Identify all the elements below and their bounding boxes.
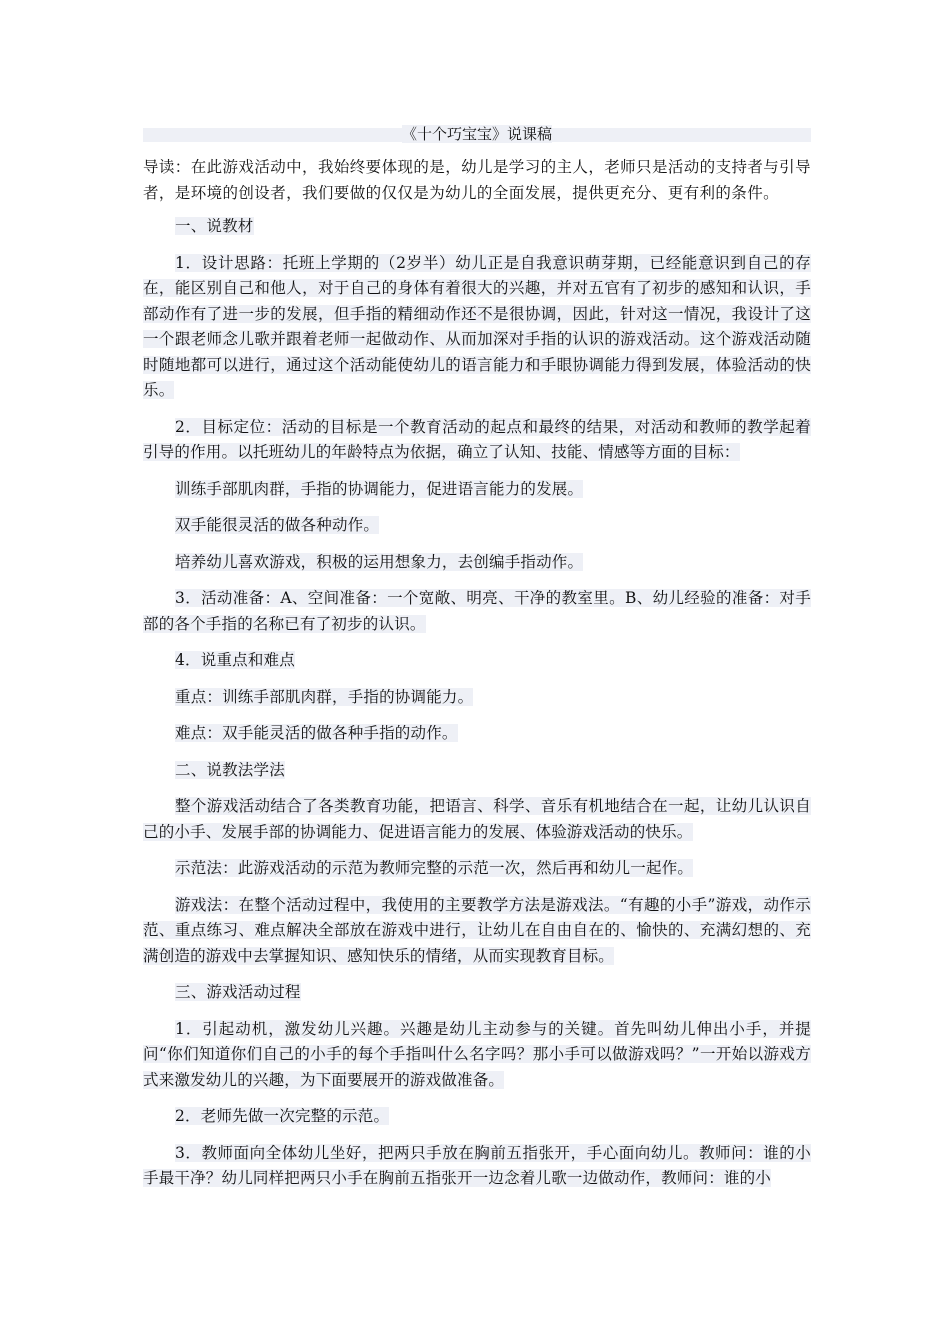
document-title (143, 124, 811, 144)
document-page (143, 124, 811, 1203)
section-heading-teaching-methods: 二、说教法学法 (175, 760, 285, 779)
paragraph-goal-1: 训练手部肌肉群，手指的协调能力，促进语言能力的发展。 (175, 479, 584, 498)
document-title-text: 《十个巧宝宝》说课稿 (401, 125, 552, 143)
intro-paragraph: 导读：在此游戏活动中，我始终要体现的是，幼儿是学习的主人，老师只是活动的支持者与引导者，是环境的创设者，我们要做的仅仅是为幼儿的全面发展，提供更充分、更有利的条件。 (143, 158, 811, 202)
paragraph-teacher-facing: 3．教师面向全体幼儿坐好，把两只手放在胸前五指张开，手心面向幼儿。教师问：谁的小手最干净？幼儿同样把两只小手在胸前五指张开一边念着儿歌一边做动作，教师问：谁的小 (143, 1143, 811, 1187)
paragraph-design-idea: 1．设计思路：托班上学期的（2岁半）幼儿正是自我意识萌芽期，已经能意识到自己的存在，能区别自己和他人，对于自己的身体有着很大的兴趣，并对五官有了初步的感知和认识，手部动作有了进一步的发展，但手指的精细动作还不是很协调，因此，针对这一情况，我设计了这一个跟老师念儿歌并跟着老师一起做动作、从而加深对手指的认识的游戏活动。这个游戏活动随时随地都可以进行，通过这个活动能使幼儿的语言能力和手眼协调能力得到发展，体验活动的快乐。 (143, 253, 811, 399)
paragraph-motivation: 1．引起动机，激发幼儿兴趣。兴趣是幼儿主动参与的关键。首先叫幼儿伸出小手，并提问“你们知道你们自己的小手的每个手指叫什么名字吗？那小手可以做游戏吗？”一开始以游戏方式来激发幼儿的兴趣，为下面要展开的游戏做准备。 (143, 1019, 811, 1089)
paragraph-activity-preparation: 3．活动准备：A、空间准备：一个宽敞、明亮、干净的教室里。B、幼儿经验的准备：对手部的各个手指的名称已有了初步的认识。 (143, 589, 811, 633)
paragraph-demonstration-method: 示范法：此游戏活动的示范为教师完整的示范一次，然后再和幼儿一起作。 (175, 859, 694, 877)
section-heading-teaching-material: 一、说教材 (175, 217, 254, 235)
paragraph-game-method: 游戏法：在整个活动过程中，我使用的主要教学方法是游戏法。“有趣的小手”游戏，动作示范、重点练习、难点解决全部放在游戏中进行，让幼儿在自由自在的、愉快的、充满幻想的、充满创造的游戏中去掌握知识、感知快乐的情绪，从而实现教育目标。 (143, 895, 811, 965)
paragraph-goal-setting: 2．目标定位：活动的目标是一个教育活动的起点和最终的结果，对活动和教师的教学起着引导的作用。以托班幼儿的年龄特点为依据，确立了认知、技能、情感等方面的目标： (143, 417, 811, 461)
section-heading-activity-process: 三、游戏活动过程 (175, 983, 301, 1001)
paragraph-integration: 整个游戏活动结合了各类教育功能，把语言、科学、音乐有机地结合在一起，让幼儿认识自己的小手、发展手部的协调能力、促进语言能力的发展、体验游戏活动的快乐。 (143, 797, 811, 841)
paragraph-goal-2: 双手能很灵活的做各种动作。 (175, 516, 380, 534)
paragraph-key-point: 重点：训练手部肌肉群，手指的协调能力。 (175, 687, 474, 706)
paragraph-difficulty: 难点：双手能灵活的做各种手指的动作。 (175, 724, 458, 742)
paragraph-goal-3: 培养幼儿喜欢游戏，积极的运用想象力，去创编手指动作。 (175, 552, 584, 571)
paragraph-key-points-heading: 4．说重点和难点 (175, 651, 295, 669)
paragraph-teacher-demo: 2．老师先做一次完整的示范。 (175, 1107, 390, 1125)
